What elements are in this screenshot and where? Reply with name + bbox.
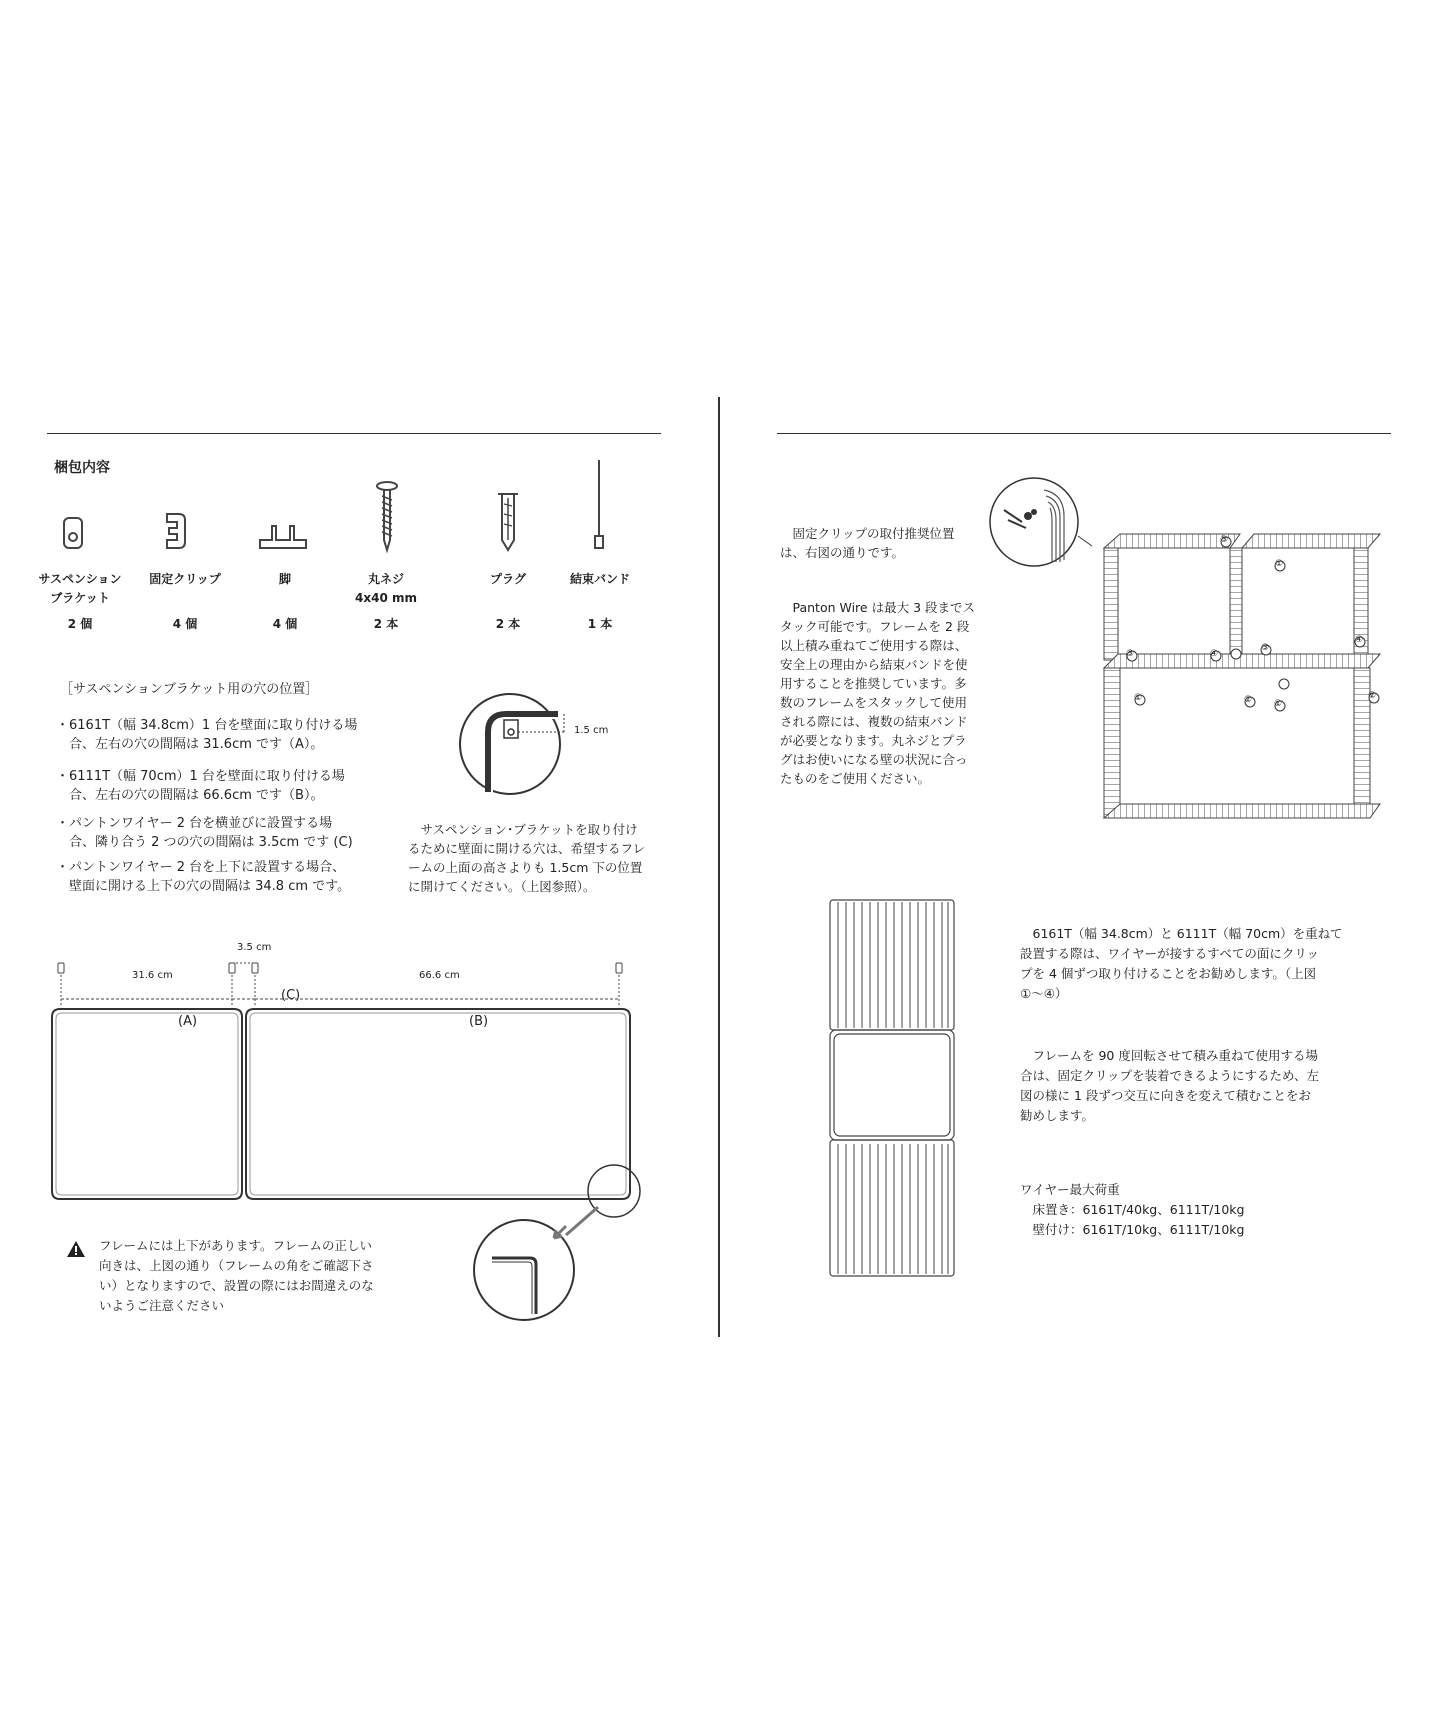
leg-icon <box>258 522 308 552</box>
clip-position-note: 固定クリップの取付推奨位置 は、右図の通りです。 <box>780 526 955 560</box>
detail-1-5cm-label: 1.5 cm <box>574 725 609 736</box>
bullet-stacked: ・パントンワイヤー 2 台を上下に設置する場合、 壁面に開ける上下の穴の間隔は 34.8 cm です。 <box>56 860 351 894</box>
callout-1-top: ① <box>1275 559 1284 569</box>
dim-a-label: 31.6 cm <box>132 970 173 981</box>
stacked-shelf-drawing <box>1090 520 1410 840</box>
callout-1-low2: ① <box>1274 699 1283 709</box>
bullet-6161t: ・6161T（幅 34.8cm）1 台を壁面に取り付ける場 合、左右の穴の間隔は 31.6cm です（A）。 <box>56 718 358 752</box>
max-load-floor: 床置き：6161T/40kg、6111T/10kg <box>1020 1202 1245 1217</box>
item-qty-clip: 4 個 <box>172 617 198 631</box>
item-qty-bracket: 2 個 <box>67 617 93 631</box>
screw-icon <box>375 480 399 554</box>
warning-icon <box>66 1240 86 1258</box>
hole-position-heading: ［サスペンションブラケット用の穴の位置］ <box>60 682 319 697</box>
label-a: (A) <box>178 1014 198 1029</box>
left-top-rule <box>47 433 661 434</box>
callout-2-right: ② <box>1368 691 1377 701</box>
corner-detail-circle <box>472 1218 582 1328</box>
item-qty-leg: 4 個 <box>272 617 298 631</box>
bullet-side-by-side: ・パントンワイヤー 2 台を横並びに設置する場 合、隣り合う 2 つの穴の間隔は 3.5cm です (C) <box>56 816 353 850</box>
combination-note: 6161T（幅 34.8cm）と 6111T（幅 70cm）を重ねて 設置する際は、ワイヤーが接するすべての面にクリッ プを 4 個ずつ取り付けることをお勧めします。（上図 ①〜④） <box>1020 926 1343 1001</box>
callout-2-low: ② <box>1244 695 1253 705</box>
dim-c-label: 3.5 cm <box>237 942 272 953</box>
item-qty-cable-tie: 1 本 <box>587 617 613 631</box>
item-label-bracket: サスペンション ブラケット <box>38 572 122 605</box>
item-label-leg: 脚 <box>278 572 291 586</box>
page-divider <box>718 397 720 1337</box>
item-label-clip: 固定クリップ <box>149 572 221 586</box>
max-load-wall: 壁付け：6161T/10kg、6111T/10kg <box>1020 1222 1245 1237</box>
item-label-cable-tie: 結束バンド <box>569 572 630 586</box>
max-load-title: ワイヤー最大荷重 <box>1020 1182 1120 1197</box>
label-b: (B) <box>469 1014 489 1029</box>
contents-heading: 梱包内容 <box>54 460 110 476</box>
alternating-stack-drawing <box>828 898 958 1280</box>
right-top-rule <box>777 433 1391 434</box>
plug-icon <box>496 490 520 554</box>
callout-4-right: ④ <box>1355 635 1364 645</box>
warning-text: フレームには上下があります。フレームの正しい 向きは、上図の通り（フレームの角をご確認下さ い）となりますので、設置の際にはお間違えのな いようご注意ください <box>99 1238 374 1313</box>
callout-3-top: ③ <box>1220 535 1229 545</box>
bullet-6111t: ・6111T（幅 70cm）1 台を壁面に取り付ける場 合、左右の穴の間隔は 66.6cm です（B）。 <box>56 769 345 803</box>
callout-3-mid: ③ <box>1261 643 1270 653</box>
dim-b-label: 66.6 cm <box>419 970 460 981</box>
item-qty-screw: 2 本 <box>373 617 399 631</box>
callout-4-mid: ④ <box>1210 649 1219 659</box>
bracket-detail-circle <box>458 692 568 802</box>
hole-dimension-diagram <box>50 955 650 1215</box>
drill-note: サスペンション･ブラケットを取り付け るために壁面に開ける穴は、希望するフレ ームの上面の高さよりも 1.5cm 下の位置 に開けてください。（上図参照）。 <box>408 822 646 894</box>
clip-detail-circle <box>988 476 1086 568</box>
suspension-bracket-icon <box>62 516 84 550</box>
fixing-clip-icon <box>163 510 189 552</box>
cable-tie-icon <box>592 458 606 554</box>
item-label-screw: 丸ネジ 4x40 mm <box>355 572 417 605</box>
item-label-plug: プラグ <box>489 572 526 586</box>
callout-3-left: ③ <box>1126 649 1135 659</box>
label-c: (C) <box>281 988 301 1003</box>
callout-1-low: ① <box>1134 693 1143 703</box>
stacking-note: Panton Wire は最大 3 段までス タック可能です。フレームを 2 段 以上積み重ねてご使用する際は、 安全上の理由から結束バンドを使 用することを推奨しています。多 数のフレームをスタックして使用 される際には、複数の結束バンド が必要となります。丸ネジとプラ グはお使いになる壁の状況に合っ たものをご使用ください。 <box>780 600 975 786</box>
item-qty-plug: 2 本 <box>495 617 521 631</box>
rotation-note: フレームを 90 度回転させて積み重ねて使用する場 合は、固定クリップを装着できるようにするため、左 図の様に 1 段ずつ交互に向きを変えて積むことをお 勧めします。 <box>1020 1048 1320 1123</box>
